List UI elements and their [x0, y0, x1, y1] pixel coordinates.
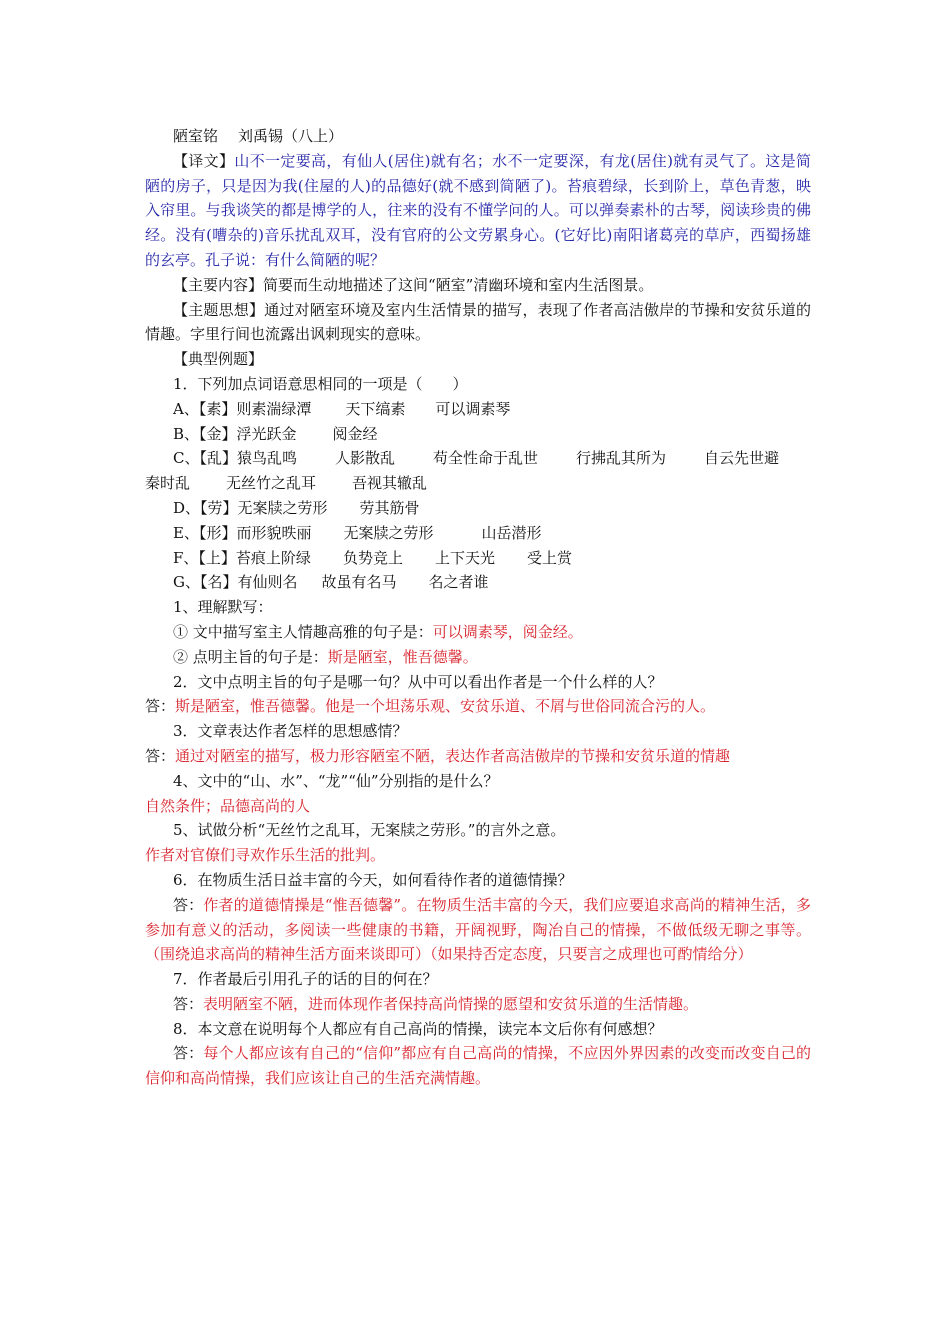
- q1-stem: 1．下列加点词语意思相同的一项是（ ）: [173, 374, 468, 393]
- title: 陋室铭: [173, 127, 219, 145]
- option-c-continued: 秦时乱 无丝竹之乱耳 吾视其辙乱: [145, 474, 428, 493]
- dictation-item-1: ① 文中描写室主人情趣高雅的句子是：可以调素琴，阅金经。: [173, 622, 583, 641]
- option-d: D、【劳】无案牍之劳形 劳其筋骨: [173, 498, 420, 517]
- dictation-heading: 1、理解默写：: [173, 598, 273, 617]
- option-b: B、【金】浮光跃金 阅金经: [173, 424, 378, 443]
- option-f: F、【上】苔痕上阶绿 负势竞上 上下天光 受上赏: [173, 548, 572, 567]
- option-c: C、【乱】猿鸟乱鸣 人影散乱 苟全性命于乱世 行拂乱其所为 自云先世避: [173, 449, 780, 468]
- question-2: 2．文中点明主旨的句子是哪一句？从中可以看出作者是一个什么样的人？: [173, 672, 663, 691]
- question-7: 7．作者最后引用孔子的话的目的何在？: [173, 970, 438, 989]
- question-3: 3．文章表达作者怎样的思想感情？: [173, 722, 408, 741]
- document-page: [145, 124, 811, 1091]
- answer-2: 答：斯是陋室，惟吾德馨。他是一个坦荡乐观、安贫乐道、不屑与世俗同流合污的人。: [145, 697, 716, 716]
- translation-text: 山不一定要高，有仙人(居住)就有名；水不一定要深，有龙(居住)就有灵气了。这是简陋的房子，只是因为我(住屋的人)的品德好(就不感到简陋了)。苔痕碧绿，长到阶上，草色青葱，映入帘里。与我谈笑的都是博学的人，往来的没有不懂学问的人。可以弹奏素朴的古琴，阅读珍贵的佛经。没有(嘈杂的)音乐扰乱双耳，没有官府的公文劳累身心。(它好比)南阳诸葛亮的草庐，西蜀扬雄的玄亭。孔子说：有什么简陋的呢？: [145, 151, 811, 269]
- main-content-text: 简要而生动地描述了这间“陋室”清幽环境和室内生活图景。: [263, 275, 654, 294]
- main-content-label: 【主要内容】: [173, 275, 264, 294]
- question-5: 5、试做分析“无丝竹之乱耳，无案牍之劳形。”的言外之意。: [173, 821, 566, 840]
- theme-label: 【主题思想】: [173, 300, 265, 319]
- examples-heading: 【典型例题】: [173, 350, 264, 369]
- translation-label: 【译文】: [173, 151, 235, 170]
- answer-7: 答：表明陋室不陋，进而体现作者保持高尚情操的愿望和安贫乐道的生活情趣。: [173, 994, 699, 1013]
- answer-3: 答：通过对陋室的描写，极力形容陋室不陋，表达作者高洁傲岸的节操和安贫乐道的情趣: [145, 746, 731, 765]
- author: 刘禹锡（八上）: [238, 127, 344, 145]
- answer-4: 自然条件；品德高尚的人: [145, 796, 311, 815]
- answer-6: 答：作者的道德情操是“惟吾德馨”。在物质生活丰富的今天，我们应要追求高尚的精神生活，多参加有意义的活动，多阅读一些健康的书籍，开阔视野，陶冶自己的情操，不做低级无聊之事等。（围绕追求高尚的精神生活方面来谈即可）（如果持否定态度，只要言之成理也可酌情给分）: [145, 895, 811, 964]
- option-a: A、【素】则素湍绿潭 天下缟素 可以调素琴: [173, 399, 511, 418]
- theme-text: 通过对陋室环境及室内生活情景的描写，表现了作者高洁傲岸的节操和安贫乐道的情趣。字里行间也流露出讽刺现实的意味。: [145, 300, 811, 344]
- option-e: E、【形】而形貌昳丽 无案牍之劳形 山岳潜形: [173, 523, 542, 542]
- theme-paragraph: [145, 298, 811, 348]
- dictation-item-2: ② 点明主旨的句子是：斯是陋室，惟吾德馨。: [173, 647, 478, 666]
- question-6: 6．在物质生活日益丰富的今天，如何看待作者的道德情操？: [173, 870, 573, 889]
- question-4: 4、文中的“山、水”、“龙”“仙”分别指的是什么？: [173, 771, 499, 790]
- option-g: G、【名】有仙则名 故虽有名马 名之者谁: [173, 573, 489, 592]
- answer-8: 答：每个人都应该有自己的“信仰”都应有自己高尚的情操，不应因外界因素的改变而改变自己的信仰和高尚情操，我们应该让自己的生活充满情趣。: [145, 1044, 811, 1088]
- question-8: 8．本文意在说明每个人都应有自己高尚的情操，读完本文后你有何感想？: [173, 1019, 663, 1038]
- title-line: [145, 124, 811, 149]
- main-content-paragraph: [145, 273, 811, 298]
- answer-5: 作者对官僚们寻欢作乐生活的批判。: [145, 846, 386, 865]
- translation-paragraph: [145, 149, 811, 273]
